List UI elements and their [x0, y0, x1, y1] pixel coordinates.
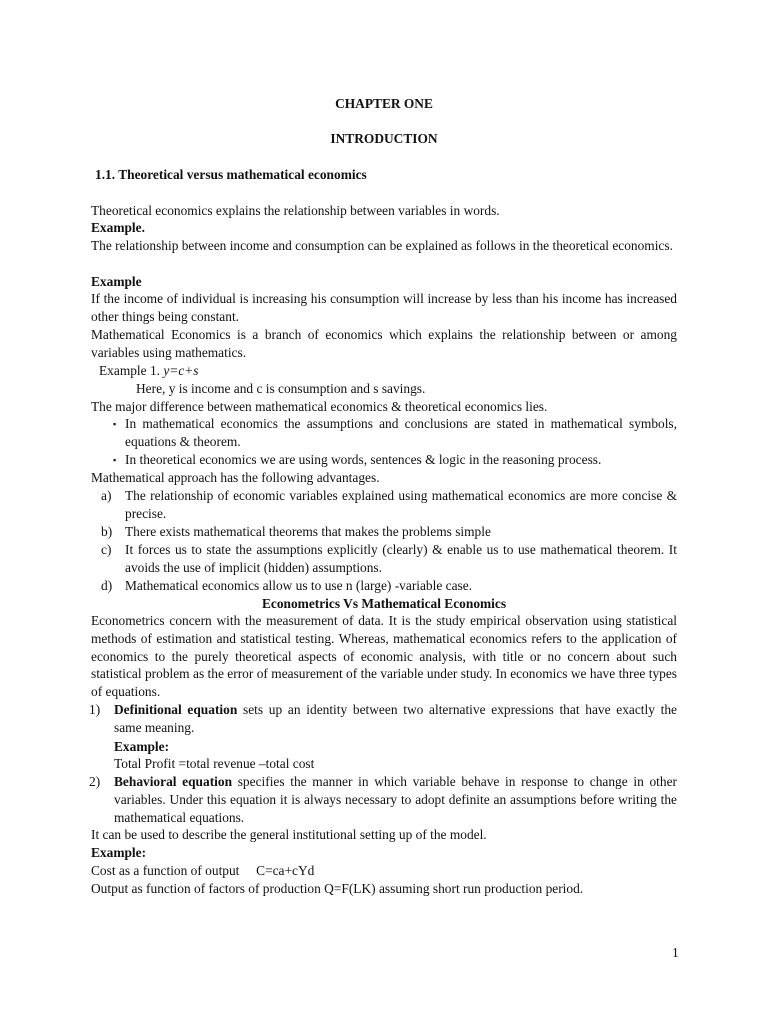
chapter-title: CHAPTER ONE	[335, 96, 433, 111]
cost-function-line: Cost as a function of output C=ca+cYd	[91, 863, 315, 878]
paragraph-7: Econometrics concern with the measurement of data. It is the study empirical observation using statistical methods of estimation and statistical testing. Whereas, mathematical economics refers to the application of economics to the purely theoretical aspects of economic analysis, with title or no concern about such statistical problem as the error of measurement of the variable under study. In economics we have three types of equations.	[91, 613, 677, 700]
equation-term: Behavioral equation	[114, 774, 233, 789]
paragraph-3: If the income of individual is increasing his consumption will increase by less than his income has increased other things being constant.	[91, 291, 677, 324]
bullet-icon: ▪	[113, 455, 117, 465]
example-label: Example	[91, 274, 142, 289]
paragraph-1: Theoretical economics explains the relationship between variables in words.	[91, 203, 500, 218]
bullet-item: In theoretical economics we are using words, sentences & logic in the reasoning process.	[125, 452, 602, 467]
equation-example: Total Profit =total revenue –total cost	[114, 756, 315, 771]
paragraph-5: The major difference between mathematical economics & theoretical economics lies.	[91, 399, 548, 414]
page-number: 1	[672, 945, 679, 960]
example-1-prefix: Example 1.	[99, 363, 160, 378]
advantage-item: It forces us to state the assumptions explicitly (clearly) & enable us to use mathematical theorem. It avoids the use of implicit (hidden) assumptions.	[125, 542, 677, 575]
bullet-icon: ▪	[113, 419, 117, 429]
output-function-line: Output as function of factors of production Q=F(LK) assuming short run production period.	[91, 881, 584, 896]
paragraph-8: It can be used to describe the general institutional setting up of the model.	[91, 827, 487, 842]
section-heading: 1.1. Theoretical versus mathematical economics	[95, 167, 367, 182]
example-label: Example:	[114, 739, 170, 754]
subheading: Econometrics Vs Mathematical Economics	[261, 596, 507, 611]
equation-description: sets up an identity between two alternative expressions that have exactly the same meaning.	[114, 702, 677, 735]
equation-number: 2)	[89, 774, 101, 789]
example-label: Example:	[91, 845, 147, 860]
equation-number: 1)	[89, 702, 101, 717]
example-label: Example.	[91, 220, 145, 235]
paragraph-2: The relationship between income and consumption can be explained as follows in the theoretical economics.	[91, 238, 673, 253]
example-1	[99, 362, 199, 380]
equation-description: specifies the manner in which variable behave in response to change in other variables. Under this equation it is always necessary to adopt definite an assumptions before writing the mathematical equations.	[114, 774, 677, 825]
chapter-subtitle: INTRODUCTION	[330, 131, 438, 146]
paragraph-6: Mathematical approach has the following advantages.	[91, 470, 380, 485]
list-marker: d)	[101, 578, 113, 593]
paragraph-4: Mathematical Economics is a branch of economics which explains the relationship between or among variables using mathematics.	[91, 327, 677, 360]
example-1-formula: y=c+s	[163, 363, 199, 378]
list-marker: c)	[101, 542, 112, 557]
equation-behavioral	[114, 773, 677, 826]
list-marker: b)	[101, 524, 113, 539]
bullet-item: In mathematical economics the assumptions and conclusions are stated in mathematical symbols, equations & theorem.	[125, 416, 677, 449]
advantage-item: Mathematical economics allow us to use n (large) -variable case.	[125, 578, 473, 593]
example-1-explanation: Here, y is income and c is consumption and s savings.	[136, 381, 426, 396]
equation-term: Definitional equation	[114, 702, 238, 717]
equation-definitional	[114, 701, 677, 737]
advantage-item: There exists mathematical theorems that makes the problems simple	[125, 524, 491, 539]
advantage-item: The relationship of economic variables explained using mathematical economics are more concise & precise.	[125, 488, 677, 521]
list-marker: a)	[101, 488, 112, 503]
